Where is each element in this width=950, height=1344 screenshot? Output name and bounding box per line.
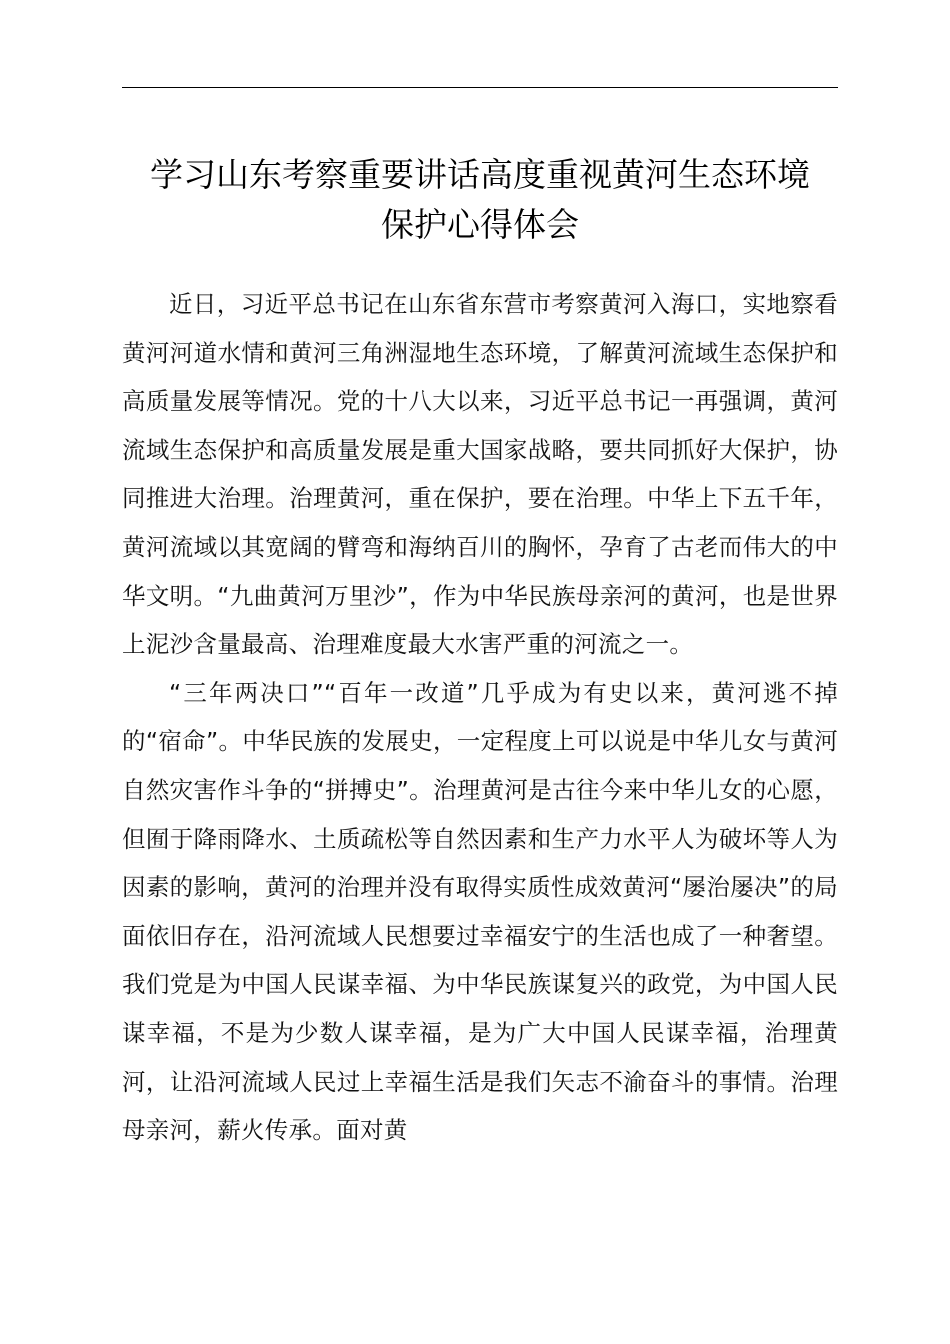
title-line-2: 保护心得体会 — [381, 205, 579, 244]
document-title — [110, 150, 850, 250]
paragraph-2: “三年两决口”“百年一改道”几乎成为有史以来，黄河逃不掉的“宿命”。中华民族的发展史，一定程度上可以说是中华儿女与黄河自然灾害作斗争的“拼搏史”。治理黄河是古往今来中华儿女的心愿，但囿于降雨降水、土质疏松等自然因素和生产力水平人为破坏等人为因素的影响，黄河的治理并没有取得实质性成效黄河“屡治屡决”的局面依旧存在，沿河流域人民想要过幸福安宁的生活也成了一种奢望。我们党是为中国人民谋幸福、为中华民族谋复兴的政党，为中国人民谋幸福，不是为少数人谋幸福，是为广大中国人民谋幸福，治理黄河，让沿河流域人民过上幸福生活是我们矢志不渝奋斗的事情。治理母亲河，薪火传承。面对黄 — [122, 678, 838, 1145]
document-body — [122, 280, 838, 1155]
paragraph-1: 近日，习近平总书记在山东省东营市考察黄河入海口，实地察看黄河河道水情和黄河三角洲湿地生态环境，了解黄河流域生态保护和高质量发展等情况。党的十八大以来，习近平总书记一再强调，黄河流域生态保护和高质量发展是重大国家战略，要共同抓好大保护，协同推进大治理。治理黄河，重在保护，要在治理。中华上下五千年，黄河流域以其宽阔的臂弯和海纳百川的胸怀，孕育了古老而伟大的中华文明。“九曲黄河万里沙”，作为中华民族母亲河的黄河，也是世界上泥沙含量最高、治理难度最大水害严重的河流之一。 — [122, 290, 838, 659]
title-line-1: 学习山东考察重要讲话高度重视黄河生态环境 — [150, 155, 810, 194]
header-rule — [122, 87, 838, 88]
